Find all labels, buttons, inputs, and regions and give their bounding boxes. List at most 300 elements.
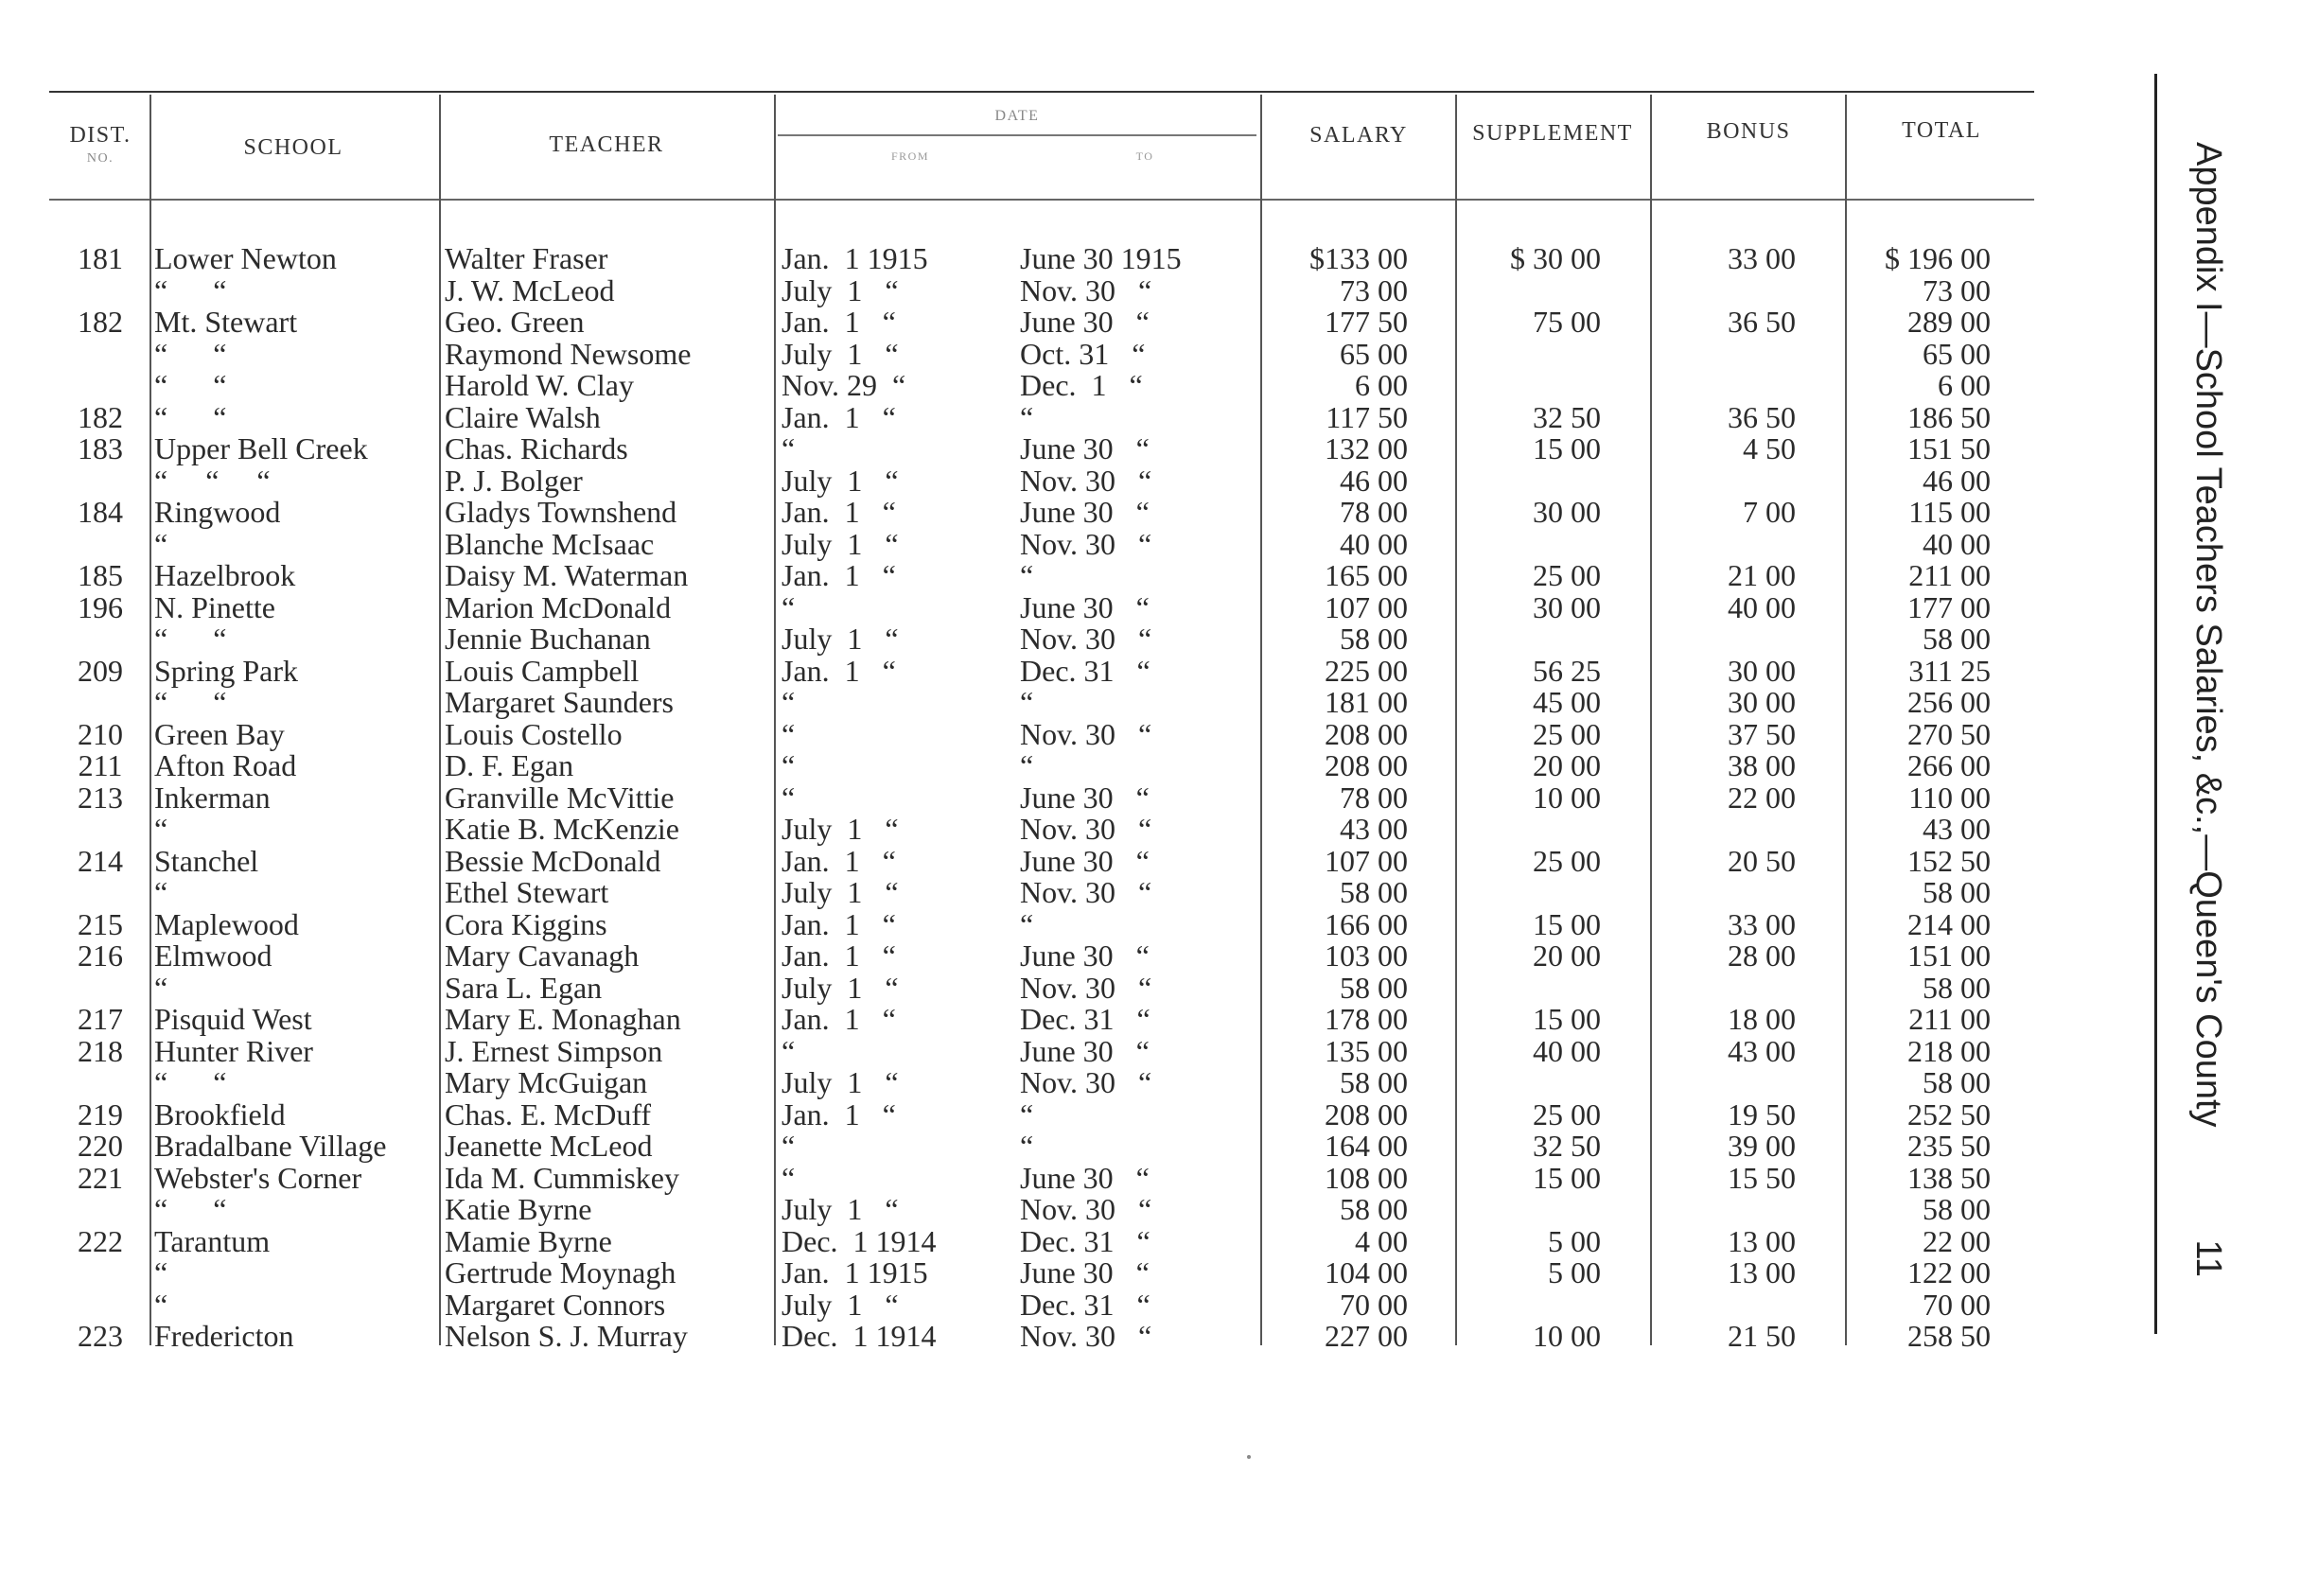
cell-total: 177 00: [1907, 589, 1991, 624]
cell-supplement: 30 00: [1533, 589, 1601, 624]
cell-to: Dec. 31 “: [1020, 1002, 1150, 1036]
cell-supplement: 10 00: [1533, 780, 1601, 815]
cell-bonus: 19 50: [1728, 1096, 1796, 1131]
cell-total: 235 50: [1907, 1129, 1991, 1163]
cell-total: 289 00: [1907, 305, 1991, 339]
col-rule: [439, 95, 441, 1345]
cell-school: Pisquid West: [154, 1002, 312, 1036]
cell-supplement: $ 30 00: [1510, 241, 1601, 275]
col-rule: [774, 95, 776, 1345]
cell-to: June 30 “: [1020, 431, 1150, 465]
cell-from: Jan. 1 “: [782, 1002, 896, 1036]
cell-bonus: 18 00: [1728, 1002, 1796, 1036]
cell-from: July 1 “: [782, 272, 899, 307]
cell-from: Jan. 1 “: [782, 558, 896, 592]
cell-bonus: 4 50: [1743, 431, 1796, 465]
cell-from: July 1 “: [782, 970, 899, 1005]
cell-from: Jan. 1 “: [782, 653, 896, 688]
header-total: TOTAL: [1902, 118, 1981, 143]
cell-to: Nov. 30 “: [1020, 1319, 1152, 1353]
cell-dist: 182: [78, 305, 123, 339]
cell-supplement: 15 00: [1533, 431, 1601, 465]
cell-salary: 58 00: [1340, 622, 1408, 656]
cell-salary: 165 00: [1325, 558, 1408, 592]
cell-school: “ “ “: [154, 463, 271, 498]
cell-teacher: Chas. E. McDuff: [445, 1096, 652, 1131]
cell-to: Oct. 31 “: [1020, 336, 1146, 371]
cell-total: 214 00: [1907, 906, 1991, 941]
header-teacher: TEACHER: [549, 132, 664, 157]
cell-to: Dec. 31 “: [1020, 1287, 1150, 1322]
cell-teacher: Mary E. Monaghan: [445, 1002, 681, 1036]
cell-salary: 107 00: [1325, 589, 1408, 624]
cell-total: 58 00: [1923, 1065, 1991, 1099]
cell-from: July 1 “: [782, 622, 899, 656]
page-number: 11: [2188, 1239, 2228, 1277]
cell-dist: 213: [78, 780, 123, 815]
cell-total: 211 00: [1908, 558, 1991, 592]
cell-school: Mt. Stewart: [154, 305, 298, 339]
cell-supplement: 32 50: [1533, 1129, 1601, 1163]
cell-salary: 208 00: [1325, 1096, 1408, 1131]
cell-salary: 78 00: [1340, 780, 1408, 815]
cell-from: Jan. 1 “: [782, 305, 896, 339]
cell-school: “ “: [154, 399, 227, 434]
cell-from: Jan. 1 “: [782, 495, 896, 529]
cell-school: Upper Bell Creek: [154, 431, 368, 465]
cell-to: “: [1020, 558, 1034, 592]
cell-to: June 30 1915: [1020, 241, 1182, 275]
cell-bonus: 30 00: [1728, 653, 1796, 688]
speck: [1247, 1455, 1251, 1459]
cell-total: 115 00: [1908, 495, 1991, 529]
cell-school: “: [154, 875, 168, 909]
cell-bonus: 33 00: [1728, 241, 1796, 275]
cell-total: 73 00: [1923, 272, 1991, 307]
cell-bonus: 21 00: [1728, 558, 1796, 592]
cell-salary: 225 00: [1325, 653, 1408, 688]
cell-bonus: 33 00: [1728, 906, 1796, 941]
cell-dist: 220: [78, 1129, 123, 1163]
cell-salary: 177 50: [1325, 305, 1408, 339]
cell-bonus: 28 00: [1728, 938, 1796, 973]
cell-from: Jan. 1 1915: [782, 241, 928, 275]
cell-salary: 46 00: [1340, 463, 1408, 498]
cell-to: Dec. 31 “: [1020, 1223, 1150, 1258]
header-bottom-rule: [49, 199, 2034, 201]
cell-from: Jan. 1 “: [782, 399, 896, 434]
side-title: [2171, 142, 2228, 1296]
cell-to: Nov. 30 “: [1020, 272, 1152, 307]
cell-dist: 218: [78, 1033, 123, 1068]
cell-dist: 182: [78, 399, 123, 434]
cell-from: Jan. 1 “: [782, 843, 896, 878]
cell-teacher: Margaret Connors: [445, 1287, 666, 1322]
cell-dist: 185: [78, 558, 123, 592]
cell-supplement: 32 50: [1533, 399, 1601, 434]
cell-total: 138 50: [1907, 1160, 1991, 1195]
cell-from: Jan. 1 “: [782, 906, 896, 941]
cell-to: Nov. 30 “: [1020, 812, 1152, 846]
cell-total: 270 50: [1907, 716, 1991, 751]
cell-teacher: Claire Walsh: [445, 399, 601, 434]
cell-salary: 58 00: [1340, 1065, 1408, 1099]
cell-salary: 227 00: [1325, 1319, 1408, 1353]
cell-supplement: 25 00: [1533, 558, 1601, 592]
cell-school: Green Bay: [154, 716, 285, 751]
cell-total: 70 00: [1923, 1287, 1991, 1322]
cell-total: 110 00: [1908, 780, 1991, 815]
cell-school: “ “: [154, 368, 227, 402]
cell-salary: 132 00: [1325, 431, 1408, 465]
cell-from: July 1 “: [782, 875, 899, 909]
cell-supplement: 45 00: [1533, 685, 1601, 719]
cell-school: “: [154, 1255, 168, 1289]
cell-salary: 104 00: [1325, 1255, 1408, 1289]
header-dist-sub: NO.: [86, 151, 114, 166]
cell-teacher: J. W. McLeod: [445, 272, 615, 307]
cell-teacher: Walter Fraser: [445, 241, 608, 275]
cell-to: Nov. 30 “: [1020, 526, 1152, 561]
cell-bonus: 39 00: [1728, 1129, 1796, 1163]
cell-salary: 65 00: [1340, 336, 1408, 371]
cell-teacher: P. J. Bolger: [445, 463, 583, 498]
cell-bonus: 43 00: [1728, 1033, 1796, 1068]
cell-total: 40 00: [1923, 526, 1991, 561]
cell-from: “: [782, 1160, 796, 1195]
cell-salary: 40 00: [1340, 526, 1408, 561]
cell-to: June 30 “: [1020, 305, 1150, 339]
cell-total: 65 00: [1923, 336, 1991, 371]
cell-teacher: D. F. Egan: [445, 748, 574, 782]
cell-salary: 70 00: [1340, 1287, 1408, 1322]
cell-total: 58 00: [1923, 1192, 1991, 1226]
cell-school: N. Pinette: [154, 589, 275, 624]
cell-school: “ “: [154, 685, 227, 719]
cell-teacher: Granville McVittie: [445, 780, 675, 815]
cell-teacher: Louis Costello: [445, 716, 623, 751]
cell-salary: 135 00: [1325, 1033, 1408, 1068]
cell-to: June 30 “: [1020, 495, 1150, 529]
cell-school: Tarantum: [154, 1223, 271, 1258]
cell-from: July 1 “: [782, 336, 899, 371]
cell-salary: 58 00: [1340, 1192, 1408, 1226]
cell-total: 46 00: [1923, 463, 1991, 498]
cell-salary: 107 00: [1325, 843, 1408, 878]
cell-from: “: [782, 1129, 796, 1163]
cell-supplement: 30 00: [1533, 495, 1601, 529]
cell-supplement: 56 25: [1533, 653, 1601, 688]
cell-school: Hazelbrook: [154, 558, 296, 592]
cell-to: June 30 “: [1020, 1033, 1150, 1068]
cell-dist: 217: [78, 1002, 123, 1036]
cell-salary: 208 00: [1325, 748, 1408, 782]
cell-from: “: [782, 589, 796, 624]
cell-bonus: 15 50: [1728, 1160, 1796, 1195]
header-supplement: SUPPLEMENT: [1472, 121, 1633, 146]
cell-bonus: 21 50: [1728, 1319, 1796, 1353]
cell-supplement: 25 00: [1533, 843, 1601, 878]
cell-salary: 6 00: [1355, 368, 1408, 402]
cell-bonus: 13 00: [1728, 1223, 1796, 1258]
header-bonus: BONUS: [1706, 119, 1791, 144]
cell-school: “: [154, 812, 168, 846]
cell-school: Brookfield: [154, 1096, 286, 1131]
col-rule: [149, 95, 151, 1345]
cell-dist: 216: [78, 938, 123, 973]
cell-teacher: Harold W. Clay: [445, 368, 634, 402]
cell-teacher: Mary Cavanagh: [445, 938, 640, 973]
cell-supplement: 75 00: [1533, 305, 1601, 339]
cell-salary: 117 50: [1326, 399, 1408, 434]
cell-school: Lower Newton: [154, 241, 337, 275]
cell-dist: 215: [78, 906, 123, 941]
cell-bonus: 38 00: [1728, 748, 1796, 782]
header-dist: DIST.: [69, 123, 132, 148]
cell-from: Jan. 1 “: [782, 1096, 896, 1131]
cell-total: 151 50: [1907, 431, 1991, 465]
cell-school: “: [154, 970, 168, 1005]
header-date-from: FROM: [890, 149, 929, 163]
cell-total: 22 00: [1923, 1223, 1991, 1258]
cell-from: “: [782, 431, 796, 465]
cell-total: 151 00: [1907, 938, 1991, 973]
cell-to: Nov. 30 “: [1020, 1192, 1152, 1226]
cell-salary: 178 00: [1325, 1002, 1408, 1036]
cell-salary: 58 00: [1340, 875, 1408, 909]
cell-total: 122 00: [1907, 1255, 1991, 1289]
cell-school: “: [154, 526, 168, 561]
cell-dist: 223: [78, 1319, 123, 1353]
cell-supplement: 15 00: [1533, 1002, 1601, 1036]
cell-teacher: Daisy M. Waterman: [445, 558, 689, 592]
cell-supplement: 20 00: [1533, 938, 1601, 973]
cell-school: Bradalbane Village: [154, 1129, 387, 1163]
cell-from: “: [782, 780, 796, 815]
cell-teacher: Geo. Green: [445, 305, 585, 339]
cell-supplement: 5 00: [1548, 1223, 1601, 1258]
cell-supplement: 5 00: [1548, 1255, 1601, 1289]
cell-school: Maplewood: [154, 906, 299, 941]
cell-bonus: 7 00: [1743, 495, 1796, 529]
cell-from: July 1 “: [782, 463, 899, 498]
cell-total: $ 196 00: [1885, 241, 1991, 275]
cell-teacher: Ethel Stewart: [445, 875, 609, 909]
cell-school: “ “: [154, 1192, 227, 1226]
cell-salary: 4 00: [1355, 1223, 1408, 1258]
cell-to: Nov. 30 “: [1020, 1065, 1152, 1099]
cell-total: 311 25: [1908, 653, 1991, 688]
cell-to: “: [1020, 1096, 1034, 1131]
cell-school: “: [154, 1287, 168, 1322]
cell-teacher: Jennie Buchanan: [445, 622, 651, 656]
cell-to: June 30 “: [1020, 780, 1150, 815]
cell-supplement: 40 00: [1533, 1033, 1601, 1068]
cell-teacher: Mary McGuigan: [445, 1065, 648, 1099]
cell-school: “ “: [154, 622, 227, 656]
cell-bonus: 36 50: [1728, 305, 1796, 339]
cell-salary: 103 00: [1325, 938, 1408, 973]
cell-dist: 184: [78, 495, 123, 529]
header-date: DATE: [994, 108, 1040, 124]
cell-to: “: [1020, 1129, 1034, 1163]
cell-dist: 209: [78, 653, 123, 688]
cell-supplement: 15 00: [1533, 1160, 1601, 1195]
cell-total: 186 50: [1907, 399, 1991, 434]
cell-bonus: 40 00: [1728, 589, 1796, 624]
cell-dist: 210: [78, 716, 123, 751]
header-date-to: TO: [1135, 149, 1154, 163]
cell-dist: 222: [78, 1223, 123, 1258]
cell-to: Nov. 30 “: [1020, 875, 1152, 909]
cell-teacher: Sara L. Egan: [445, 970, 603, 1005]
cell-total: 218 00: [1907, 1033, 1991, 1068]
cell-school: Spring Park: [154, 653, 298, 688]
cell-teacher: Katie B. McKenzie: [445, 812, 679, 846]
cell-total: 152 50: [1907, 843, 1991, 878]
cell-bonus: 36 50: [1728, 399, 1796, 434]
cell-total: 43 00: [1923, 812, 1991, 846]
cell-total: 256 00: [1907, 685, 1991, 719]
cell-salary: 108 00: [1325, 1160, 1408, 1195]
cell-total: 252 50: [1907, 1096, 1991, 1131]
table-top-rule: [49, 91, 2034, 93]
cell-salary: 208 00: [1325, 716, 1408, 751]
cell-teacher: Mamie Byrne: [445, 1223, 612, 1258]
cell-salary: $133 00: [1309, 241, 1408, 275]
header-school: SCHOOL: [243, 135, 343, 160]
cell-bonus: 30 00: [1728, 685, 1796, 719]
cell-total: 6 00: [1938, 368, 1991, 402]
header-salary: SALARY: [1309, 123, 1408, 148]
cell-teacher: Cora Kiggins: [445, 906, 607, 941]
col-rule: [1260, 95, 1262, 1345]
cell-total: 58 00: [1923, 622, 1991, 656]
cell-teacher: Gladys Townshend: [445, 495, 677, 529]
cell-from: “: [782, 685, 796, 719]
cell-to: June 30 “: [1020, 843, 1150, 878]
cell-dist: 221: [78, 1160, 123, 1195]
cell-teacher: Blanche McIsaac: [445, 526, 655, 561]
cell-to: “: [1020, 906, 1034, 941]
cell-total: 258 50: [1907, 1319, 1991, 1353]
cell-teacher: Nelson S. J. Murray: [445, 1319, 688, 1353]
cell-from: Nov. 29 “: [782, 368, 906, 402]
cell-supplement: 15 00: [1533, 906, 1601, 941]
cell-to: Dec. 1 “: [1020, 368, 1143, 402]
cell-school: Ringwood: [154, 495, 281, 529]
side-title-text: Appendix I—School Teachers Salaries, &c.,—Queen's County: [2188, 142, 2228, 1128]
cell-dist: 181: [78, 241, 123, 275]
cell-teacher: Katie Byrne: [445, 1192, 592, 1226]
cell-salary: 58 00: [1340, 970, 1408, 1005]
cell-total: 211 00: [1908, 1002, 1991, 1036]
cell-school: “ “: [154, 272, 227, 307]
cell-from: Jan. 1 1915: [782, 1255, 928, 1289]
cell-to: Nov. 30 “: [1020, 622, 1152, 656]
cell-from: July 1 “: [782, 1192, 899, 1226]
cell-teacher: Jeanette McLeod: [445, 1129, 653, 1163]
cell-to: “: [1020, 399, 1034, 434]
cell-teacher: Margaret Saunders: [445, 685, 674, 719]
date-sub-rule: [778, 134, 1256, 136]
cell-from: July 1 “: [782, 526, 899, 561]
cell-from: Dec. 1 1914: [782, 1319, 937, 1353]
cell-salary: 181 00: [1325, 685, 1408, 719]
cell-school: Afton Road: [154, 748, 297, 782]
cell-total: 58 00: [1923, 875, 1991, 909]
cell-to: “: [1020, 748, 1034, 782]
cell-salary: 164 00: [1325, 1129, 1408, 1163]
cell-teacher: Ida M. Cummiskey: [445, 1160, 679, 1195]
cell-total: 266 00: [1907, 748, 1991, 782]
cell-to: June 30 “: [1020, 1160, 1150, 1195]
cell-teacher: J. Ernest Simpson: [445, 1033, 663, 1068]
cell-from: “: [782, 748, 796, 782]
side-title-rule: [2154, 74, 2157, 1334]
cell-to: June 30 “: [1020, 589, 1150, 624]
cell-from: Jan. 1 “: [782, 938, 896, 973]
cell-to: Nov. 30 “: [1020, 970, 1152, 1005]
cell-school: Stanchel: [154, 843, 259, 878]
cell-from: July 1 “: [782, 1065, 899, 1099]
cell-to: Nov. 30 “: [1020, 463, 1152, 498]
cell-salary: 73 00: [1340, 272, 1408, 307]
cell-school: Inkerman: [154, 780, 271, 815]
cell-to: Dec. 31 “: [1020, 653, 1150, 688]
cell-teacher: Raymond Newsome: [445, 336, 692, 371]
cell-supplement: 25 00: [1533, 1096, 1601, 1131]
cell-total: 58 00: [1923, 970, 1991, 1005]
cell-school: “ “: [154, 1065, 227, 1099]
cell-supplement: 10 00: [1533, 1319, 1601, 1353]
cell-from: “: [782, 1033, 796, 1068]
cell-bonus: 20 50: [1728, 843, 1796, 878]
cell-teacher: Chas. Richards: [445, 431, 628, 465]
cell-from: “: [782, 716, 796, 751]
cell-school: Webster's Corner: [154, 1160, 362, 1195]
cell-teacher: Bessie McDonald: [445, 843, 661, 878]
cell-dist: 196: [78, 589, 123, 624]
cell-to: Nov. 30 “: [1020, 716, 1152, 751]
cell-teacher: Marion McDonald: [445, 589, 672, 624]
cell-salary: 78 00: [1340, 495, 1408, 529]
cell-school: Fredericton: [154, 1319, 294, 1353]
cell-to: “: [1020, 685, 1034, 719]
cell-salary: 43 00: [1340, 812, 1408, 846]
cell-bonus: 22 00: [1728, 780, 1796, 815]
cell-from: July 1 “: [782, 812, 899, 846]
cell-supplement: 20 00: [1533, 748, 1601, 782]
cell-dist: 219: [78, 1096, 123, 1131]
cell-dist: 214: [78, 843, 123, 878]
cell-from: July 1 “: [782, 1287, 899, 1322]
cell-dist: 183: [78, 431, 123, 465]
cell-supplement: 25 00: [1533, 716, 1601, 751]
cell-school: Hunter River: [154, 1033, 313, 1068]
cell-bonus: 37 50: [1728, 716, 1796, 751]
cell-salary: 166 00: [1325, 906, 1408, 941]
cell-teacher: Louis Campbell: [445, 653, 640, 688]
cell-bonus: 13 00: [1728, 1255, 1796, 1289]
cell-school: “ “: [154, 336, 227, 371]
cell-teacher: Gertrude Moynagh: [445, 1255, 676, 1289]
cell-dist: 211: [78, 748, 123, 782]
cell-school: Elmwood: [154, 938, 272, 973]
cell-to: June 30 “: [1020, 1255, 1150, 1289]
cell-from: Dec. 1 1914: [782, 1223, 937, 1258]
cell-to: June 30 “: [1020, 938, 1150, 973]
